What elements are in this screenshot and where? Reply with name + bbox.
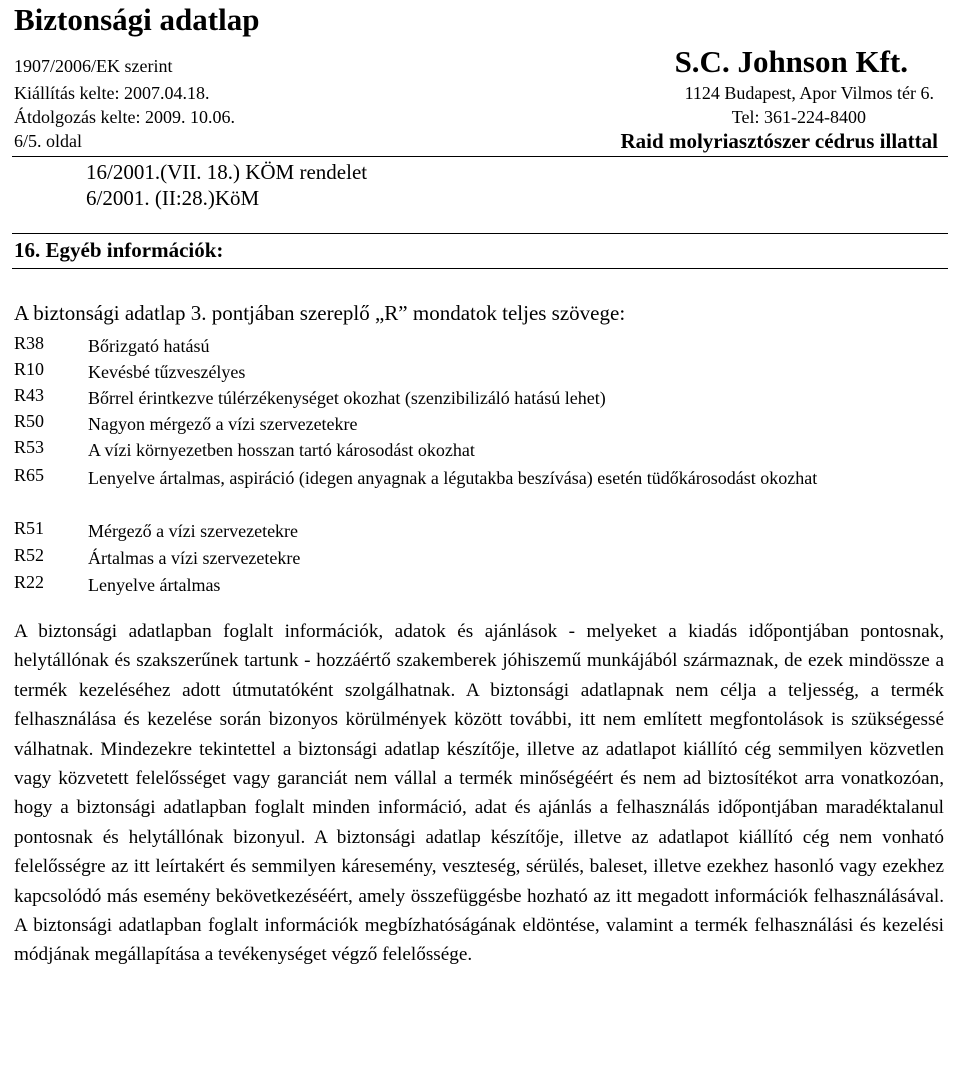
r-phrase-text: Lenyelve ártalmas <box>88 575 221 595</box>
r-phrase-code: R22 <box>14 572 45 592</box>
r-phrase-text: Bőrrel érintkezve túlérzékenységet okozhat (szenzibilizáló hatású lehet) <box>88 388 606 408</box>
r-phrase-row <box>0 359 960 385</box>
regulation-line: 16/2001.(VII. 18.) KÖM rendelet <box>86 160 368 184</box>
r-phrase-text: Lenyelve ártalmas, aspiráció (idegen anyagnak a légutakba beszívása) esetén tüdőkárosodást okozhat <box>88 468 818 488</box>
r-phrase-code: R38 <box>14 333 45 353</box>
document-title: Biztonsági adatlap <box>14 2 260 37</box>
product-name: Raid molyriasztószer cédrus illattal <box>620 129 938 153</box>
r-phrase-text: Kevésbé tűzveszélyes <box>88 362 246 382</box>
header-divider <box>12 156 948 157</box>
company-address: 1124 Budapest, Apor Vilmos tér 6. <box>684 83 934 103</box>
r-phrase-row <box>0 572 960 598</box>
r-phrase-text: Bőrizgató hatású <box>88 336 210 356</box>
company-phone: Tel: 361-224-8400 <box>731 107 866 127</box>
page-number: 6/5. oldal <box>14 131 82 151</box>
revision-date: Átdolgozás kelte: 2009. 10.06. <box>14 107 235 127</box>
r-phrases-intro: A biztonsági adatlap 3. pontjában szereplő „R” mondatok teljes szövege: <box>14 301 626 325</box>
r-phrase-row <box>0 411 960 437</box>
r-phrase-code: R65 <box>14 465 45 485</box>
regulation-reference: 1907/2006/EK szerint <box>14 56 173 76</box>
r-phrase-code: R50 <box>14 411 45 431</box>
r-phrase-row <box>0 465 960 517</box>
section-bottom-divider <box>12 268 948 269</box>
r-phrase-row <box>0 437 960 463</box>
r-phrase-row <box>0 385 960 411</box>
r-phrase-code: R51 <box>14 518 45 538</box>
r-phrase-code: R52 <box>14 545 45 565</box>
r-phrase-text: A vízi környezetben hosszan tartó károsodást okozhat <box>88 440 475 460</box>
r-phrase-code: R43 <box>14 385 45 405</box>
r-phrase-text: Nagyon mérgező a vízi szervezetekre <box>88 414 358 434</box>
disclaimer-paragraph: A biztonsági adatlapban foglalt információk, adatok és ajánlások - melyeket a kiadás időpontjában pontosnak, helytállónak és szakszerűnek tartunk - hozzáértő szakemberek jóhiszemű munkájából származnak, de ezek mindössze a termék kezeléséhez adott útmutatóként szolgálhatnak. A biztonsági adatlapnak nem célja a teljesség, a termék felhasználása és kezelése során bizonyos körülmények között további, itt nem említett megfontolások is szükségessé válhatnak. Mindezekre tekintettel a biztonsági adatlap készítője, illetve az adatlapot kiállító cég semmilyen közvetlen vagy közvetett felelősséget vagy garanciát nem vállal a termék minőségéért és nem ad biztosítékot arra vonatkozóan, hogy a biztonsági adatlapban foglalt minden információ, adat és ajánlás a felhasználás időpontjában maradéktalanul pontosnak és helytállónak bizonyul. A biztonsági adatlap készítője, illetve az adatlapot kiállító cég nem vonható felelősségre az itt leírtakért és semmilyen káresemény, veszteség, sérülés, baleset, illetve ezekhez hasonló vagy ezekhez kapcsolódó más esemény bekövetkezéséért, amely összefüggésbe hozható az itt megadott információk felhasználásával. A biztonsági adatlapban foglalt információk megbízhatóságának eldöntése, valamint a termék felhasználási és kezelési módjának megállapítása a tevékenységet végző felelőssége. <box>14 621 944 966</box>
r-phrase-text: Mérgező a vízi szervezetekre <box>88 521 299 541</box>
section-top-divider <box>12 233 948 234</box>
r-phrase-text: Ártalmas a vízi szervezetekre <box>88 548 301 568</box>
section-heading: 16. Egyéb információk: <box>14 238 224 262</box>
r-phrase-row <box>0 545 960 571</box>
r-phrase-code: R10 <box>14 359 45 379</box>
r-phrase-row <box>0 518 960 544</box>
company-name: S.C. Johnson Kft. <box>674 44 908 79</box>
regulation-line: 6/2001. (II:28.)KöM <box>86 186 260 210</box>
issue-date: Kiállítás kelte: 2007.04.18. <box>14 83 210 103</box>
r-phrase-code: R53 <box>14 437 45 457</box>
r-phrase-row <box>0 333 960 359</box>
